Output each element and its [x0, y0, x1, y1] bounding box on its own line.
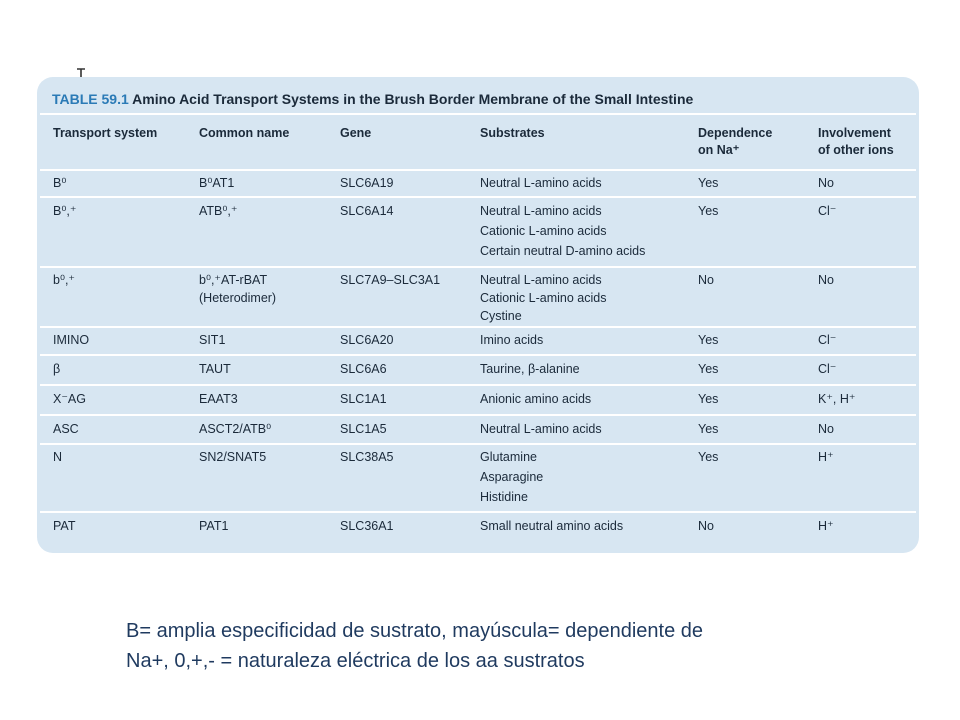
cell-substrate: Glutamine: [480, 450, 537, 464]
table-number: TABLE 59.1: [52, 91, 129, 107]
divider: [40, 326, 916, 328]
divider: [40, 511, 916, 513]
cell-system: B⁰,⁺: [53, 204, 77, 218]
cell-ions: H⁺: [818, 519, 834, 533]
cell-substrate: Neutral L-amino acids: [480, 273, 602, 287]
cell-gene: SLC1A1: [340, 392, 387, 406]
cell-common-name: b⁰,⁺AT-rBAT: [199, 273, 268, 287]
cell-na: Yes: [698, 450, 719, 464]
cell-na: Yes: [698, 422, 719, 436]
cell-system: PAT: [53, 519, 76, 533]
cell-gene: SLC1A5: [340, 422, 387, 436]
cell-gene: SLC38A5: [340, 450, 394, 464]
header-na-line2: on Na⁺: [698, 143, 740, 157]
cell-ions: K⁺, H⁺: [818, 392, 856, 406]
cell-substrate: Neutral L-amino acids: [480, 422, 602, 436]
divider: [40, 113, 916, 115]
table-card: [37, 77, 919, 553]
divider: [40, 169, 916, 171]
cell-substrate: Cationic L-amino acids: [480, 291, 607, 305]
header-na-line1: Dependence: [698, 126, 773, 140]
cell-substrate: Anionic amino acids: [480, 392, 592, 406]
divider: [40, 196, 916, 198]
cell-ions: Cl⁻: [818, 204, 837, 218]
header-ions-line1: Involvement: [818, 126, 891, 140]
cell-gene: SLC36A1: [340, 519, 394, 533]
cell-na: Yes: [698, 204, 719, 218]
cell-gene: SLC6A19: [340, 176, 394, 190]
caption: [126, 616, 846, 676]
cell-substrate: Small neutral amino acids: [480, 519, 624, 533]
cell-common-name: B⁰AT1: [199, 176, 235, 190]
divider: [40, 443, 916, 445]
cell-na: No: [698, 273, 714, 287]
table-title: [52, 91, 693, 107]
cell-substrate: Neutral L-amino acids: [480, 176, 602, 190]
cell-common-name: ATB⁰,⁺: [199, 204, 238, 218]
divider: [40, 266, 916, 268]
header-substrates: Substrates: [480, 126, 545, 140]
cell-substrate: Cationic L-amino acids: [480, 224, 607, 238]
cell-system: ASC: [53, 422, 79, 436]
cell-common-name: PAT1: [199, 519, 229, 533]
cell-common-name-note: (Heterodimer): [199, 291, 277, 305]
header-transport-system: Transport system: [53, 126, 158, 140]
cell-substrate: Asparagine: [480, 470, 544, 484]
cell-substrate: Imino acids: [480, 333, 544, 347]
header-other-ions: [818, 125, 894, 159]
cell-ions: Cl⁻: [818, 333, 837, 347]
cell-common-name: SN2/SNAT5: [199, 450, 267, 464]
cell-na: Yes: [698, 362, 719, 376]
caption-line-1: B= amplia especificidad de sustrato, mayúscula= dependiente de: [126, 620, 704, 642]
cell-common-name: ASCT2/ATB⁰: [199, 422, 272, 436]
cell-ions: No: [818, 273, 834, 287]
cell-system: X⁻AG: [53, 392, 86, 406]
cell-ions: No: [818, 422, 834, 436]
header-ions-line2: of other ions: [818, 143, 894, 157]
cell-substrate: Certain neutral D-amino acids: [480, 244, 646, 258]
cell-substrate: Cystine: [480, 309, 522, 323]
caption-line-2: Na+, 0,+,- = naturaleza eléctrica de los aa sustratos: [126, 650, 585, 672]
cell-common-name: EAAT3: [199, 392, 238, 406]
header-na-dependence: [698, 125, 772, 159]
cell-system: B⁰: [53, 176, 67, 190]
table-title-text: Amino Acid Transport Systems in the Brush Border Membrane of the Small Intestine: [132, 91, 694, 107]
cell-gene: SLC6A6: [340, 362, 387, 376]
cell-na: Yes: [698, 333, 719, 347]
cell-substrate: Neutral L-amino acids: [480, 204, 602, 218]
cell-gene: SLC6A20: [340, 333, 394, 347]
divider: [40, 384, 916, 386]
cell-system: β: [53, 362, 61, 376]
cell-na: Yes: [698, 176, 719, 190]
cell-common-name: TAUT: [199, 362, 231, 376]
cell-system: IMINO: [53, 333, 90, 347]
cell-substrate: Taurine, β-alanine: [480, 362, 580, 376]
cell-ions: H⁺: [818, 450, 834, 464]
header-common-name: Common name: [199, 126, 290, 140]
cell-common-name: SIT1: [199, 333, 226, 347]
header-gene: Gene: [340, 126, 372, 140]
cell-system: N: [53, 450, 63, 464]
cell-gene: SLC6A14: [340, 204, 394, 218]
cell-ions: Cl⁻: [818, 362, 837, 376]
cell-na: No: [698, 519, 714, 533]
cell-gene: SLC7A9–SLC3A1: [340, 273, 441, 287]
cell-substrate: Histidine: [480, 490, 528, 504]
divider: [40, 354, 916, 356]
cell-ions: No: [818, 176, 834, 190]
cell-na: Yes: [698, 392, 719, 406]
divider: [40, 414, 916, 416]
cell-system: b⁰,⁺: [53, 273, 76, 287]
